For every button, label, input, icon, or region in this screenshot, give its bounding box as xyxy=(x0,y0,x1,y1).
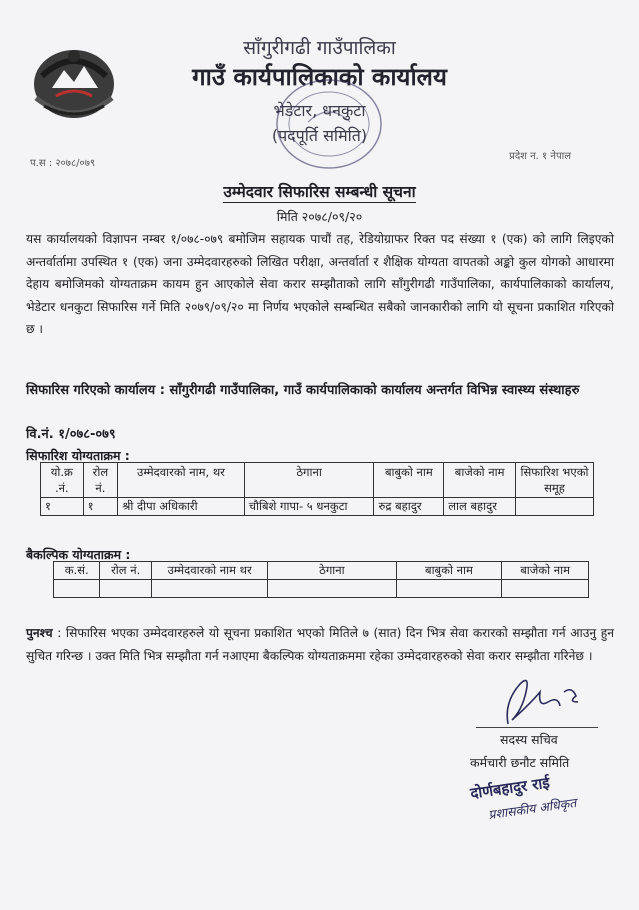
table-header-row xyxy=(54,562,589,580)
reference-number: प.स : २०७८/०७९ xyxy=(30,158,96,169)
cell-roll xyxy=(100,580,152,598)
cell-father: रुद्र बहादुर xyxy=(374,498,444,516)
province-label: प्रदेश न. १ नेपाल xyxy=(509,151,571,162)
recommended-office: सिफारिस गरिएको कार्यालय : साँगुरीगढी गाउँपालिका, गाउँ कार्यपालिकाको कार्यालय अन्तर्गत विभिन्न स्वास्थ्य संस्थाहरु xyxy=(26,383,580,398)
cell-grandfather xyxy=(502,580,589,598)
cell-serial xyxy=(54,580,100,598)
col-grandfather: बाजेको नाम xyxy=(502,562,589,580)
office-stamp-icon xyxy=(268,72,390,177)
table-header-row xyxy=(41,463,594,498)
col-name: उम्मेदवारको नाम थर xyxy=(152,562,268,580)
col-serial: यो.क्र .नं. xyxy=(41,463,84,498)
col-father: बाबुको नाम xyxy=(396,562,502,580)
col-father: बाबुको नाम xyxy=(374,463,444,498)
col-serial: क.सं. xyxy=(54,562,100,580)
col-address: ठेगाना xyxy=(244,463,374,498)
committee-name: (पदपूर्ति समिति) xyxy=(271,126,368,145)
col-roll: रोल नं. xyxy=(100,562,152,580)
cell-name xyxy=(152,580,268,598)
col-roll: रोल नं. xyxy=(83,463,118,498)
postscript-label: पुनश्च xyxy=(26,626,53,640)
office-name: गाउँ कार्यपालिकाको कार्यालय xyxy=(192,63,447,91)
table-row xyxy=(41,498,594,516)
role-stamp: प्रशासकीय अधिकृत xyxy=(487,794,578,823)
cell-name: श्री दीपा अधिकारी xyxy=(118,498,245,516)
alternate-table xyxy=(53,561,589,598)
recommended-list-label: सिफारिश योग्यताक्रम : xyxy=(26,448,130,463)
alternate-list-label: बैकल्पिक योग्यताक्रम : xyxy=(26,547,131,562)
col-group: सिफारिश भएको समूह xyxy=(516,463,594,498)
notice-title xyxy=(0,180,639,202)
cell-serial: १ xyxy=(41,498,84,516)
table-row xyxy=(54,580,589,598)
cell-group xyxy=(516,498,594,516)
postscript-text: : सिफारिस भएका उम्मेदवारहरुले यो सूचना प्रकाशित भएको मितिले ७ (सात) दिन भित्र सेवा करारको सम्झौता गर्न आउनु हुन सुचित गरिन्छ । उक्त मिति भित्र सम्झौता गर्न नआएमा बैकल्पिक योग्यताक्रममा रहेका उम्मेदवारहरुको सेवा करार सम्झौता गरिनेछ । xyxy=(26,626,614,663)
signature-icon xyxy=(468,662,598,732)
signatory-committee: कर्मचारी छनौट समिति xyxy=(470,755,570,770)
office-location: भेडेटार, धनकुटा xyxy=(273,101,366,120)
col-grandfather: बाजेको नाम xyxy=(444,463,516,498)
signature-divider xyxy=(476,727,598,728)
name-stamp: दोर्णबहादुर राई xyxy=(469,773,551,803)
recommended-table xyxy=(40,462,594,516)
cell-grandfather: लाल बहादुर xyxy=(444,498,516,516)
advertisement-number: वि.नं. १/०७८-०७९ xyxy=(26,427,116,442)
col-address: ठेगाना xyxy=(268,562,396,580)
col-name: उम्मेदवारको नाम, थर xyxy=(118,463,245,498)
notice-body: यस कार्यालयको विज्ञापन नम्बर १/०७८-०७९ बमोजिम सहायक पाचौं तह, रेडियोग्राफर रिक्त पद संख्या १ (एक) को लागि लिइएको अन्तर्वार्तामा उपस्थित १ (एक) जना उम्मेदवारहरुको लिखित परीक्षा, अन्तर्वार्ता र शैक्षिक योग्यता वापतको अङ्को कुल योगको आधारमा देहाय बमोजिमको योग्यताक्रम कायम हुन आएकोले सेवा करार सम्झौताको लागि साँगुरीगढी गाउँपालिका, कार्यपालिकाको कार्यालय, भेडेटार धनकुटा सिफारिस गर्ने मिति २०७९/०९/२० मा निर्णय भएकोले सम्बन्धित सबैको जानकारीको लागि यो सूचना प्रकाशित गरिएको छ । xyxy=(26,232,614,336)
cell-roll: १ xyxy=(83,498,118,516)
cell-father xyxy=(396,580,502,598)
municipality-name: साँगुरीगढी गाउँपालिका xyxy=(243,37,396,59)
notice-title-text: उम्मेदवार सिफारिस सम्बन्धी सूचना xyxy=(223,183,416,201)
cell-address xyxy=(268,580,396,598)
notice-date: मिति २०७८/०९/२० xyxy=(276,209,363,224)
cell-address: चौबिशे गापा- ५ धनकुटा xyxy=(244,498,374,516)
signatory-title: सदस्य सचिव xyxy=(500,732,558,747)
